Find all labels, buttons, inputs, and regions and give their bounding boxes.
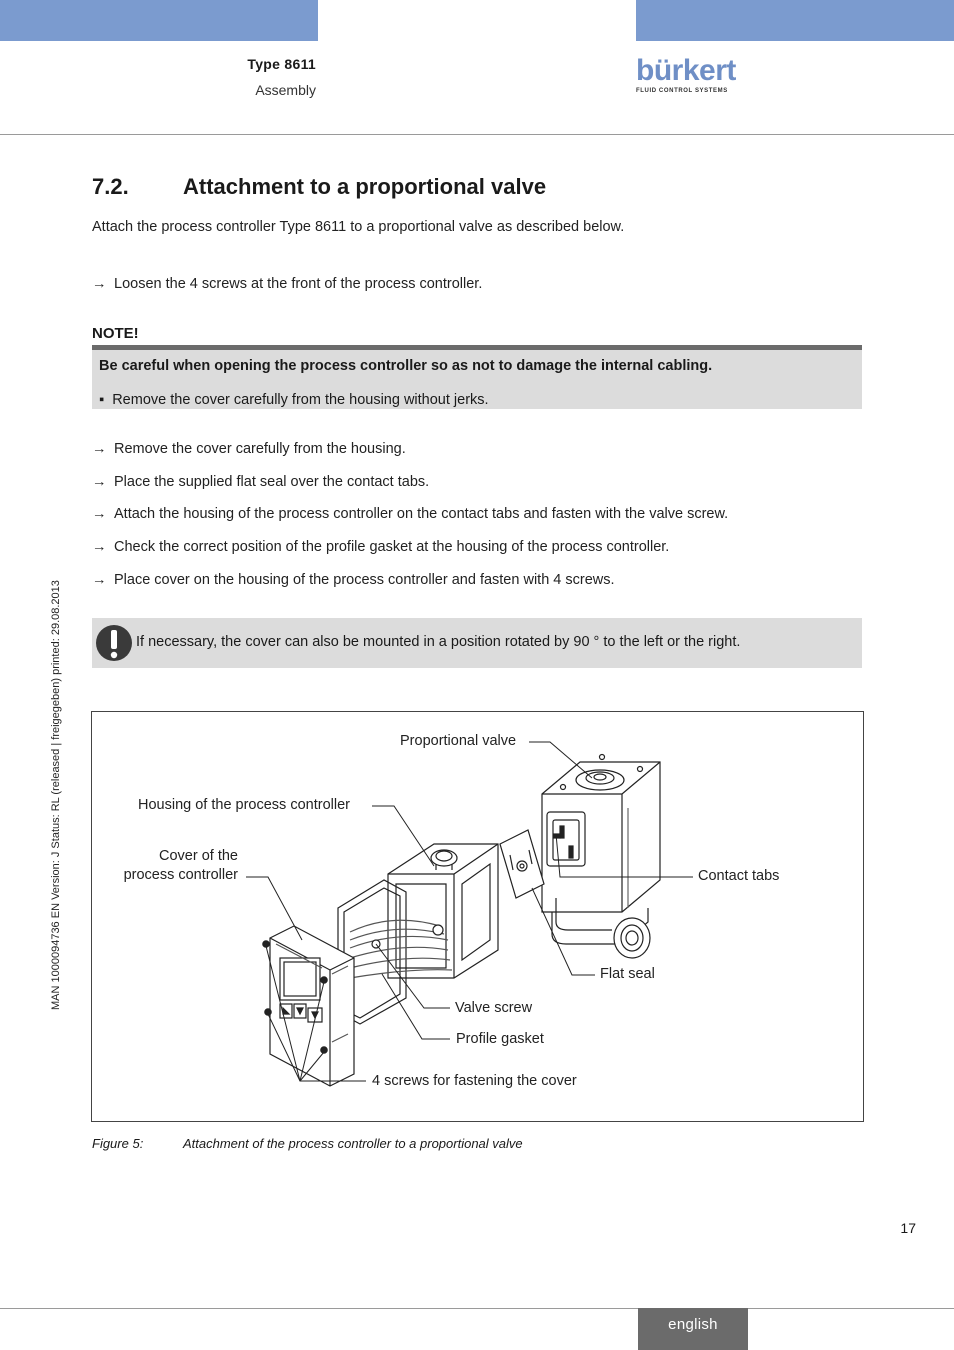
tip-box bbox=[92, 618, 862, 668]
document-meta-vertical: MAN 1000094736 EN Version: J Status: RL (released | freigegeben) printed: 29.08.2013 bbox=[50, 580, 62, 1010]
arrow-icon: → bbox=[92, 572, 107, 588]
arrow-icon: → bbox=[92, 474, 107, 490]
step-text: Check the correct position of the profile gasket at the housing of the process controller. bbox=[114, 539, 670, 555]
label-valve-screw: Valve screw bbox=[455, 1000, 533, 1016]
label-flat-seal: Flat seal bbox=[600, 966, 655, 982]
note-label: NOTE! bbox=[92, 325, 139, 342]
chapter-name: Assembly bbox=[255, 82, 316, 98]
figure-caption-number: Figure 5: bbox=[92, 1136, 144, 1151]
step-item bbox=[92, 474, 429, 490]
section-number: 7.2. bbox=[92, 174, 129, 199]
arrow-icon: → bbox=[92, 506, 107, 522]
step-text: Loosen the 4 screws at the front of the process controller. bbox=[114, 276, 483, 292]
label-screws: 4 screws for fastening the cover bbox=[372, 1073, 577, 1089]
label-cover-line2: process controller bbox=[123, 867, 238, 883]
label-proportional-valve: Proportional valve bbox=[400, 733, 517, 749]
header-bar-left bbox=[0, 0, 318, 41]
note-heading: Be careful when opening the process controller so as not to damage the internal cabling. bbox=[99, 358, 713, 374]
header-bar-right bbox=[636, 0, 954, 41]
label-profile-gasket: Profile gasket bbox=[456, 1031, 544, 1047]
step-item bbox=[92, 441, 406, 457]
note-bullet bbox=[99, 392, 489, 408]
step-text: Place the supplied flat seal over the contact tabs. bbox=[114, 474, 430, 490]
step-item bbox=[92, 572, 615, 588]
assembly-illustration bbox=[92, 712, 865, 1123]
label-contact-tabs: Contact tabs bbox=[698, 868, 780, 884]
logo-word: bürkert bbox=[636, 54, 736, 87]
label-cover-line1: Cover of the bbox=[159, 848, 238, 864]
document-type: Type 8611 bbox=[247, 56, 316, 72]
figure-frame bbox=[91, 711, 864, 1122]
language-tab: english bbox=[638, 1308, 748, 1350]
figure-caption-text: Attachment of the process controller to a proportional valve bbox=[183, 1136, 523, 1151]
step-item bbox=[92, 506, 728, 522]
note-bullet-text: Remove the cover carefully from the housing without jerks. bbox=[112, 392, 489, 408]
arrow-icon: → bbox=[92, 539, 107, 555]
arrow-icon: → bbox=[92, 276, 107, 292]
footer-divider bbox=[0, 1308, 954, 1309]
label-housing: Housing of the process controller bbox=[138, 797, 350, 813]
step-item bbox=[92, 539, 669, 555]
arrow-icon: → bbox=[92, 441, 107, 457]
step-text: Attach the housing of the process controller on the contact tabs and fasten with the valve screw. bbox=[114, 506, 729, 522]
step-item bbox=[92, 276, 482, 292]
page-number: 17 bbox=[900, 1220, 916, 1236]
header-divider bbox=[0, 134, 954, 135]
tip-text: If necessary, the cover can also be mounted in a position rotated by 90 ° to the left or the right. bbox=[136, 634, 741, 650]
section-title: Attachment to a proportional valve bbox=[183, 174, 547, 199]
step-text: Place cover on the housing of the process controller and fasten with 4 screws. bbox=[114, 572, 615, 588]
bullet-icon: ▪ bbox=[99, 392, 105, 408]
note-box bbox=[92, 345, 862, 409]
burkert-logo bbox=[636, 56, 736, 98]
intro-paragraph: Attach the process controller Type 8611 to a proportional valve as described below. bbox=[92, 219, 625, 235]
step-text: Remove the cover carefully from the housing. bbox=[114, 441, 406, 457]
logo-subtext: FLUID CONTROL SYSTEMS bbox=[636, 88, 728, 94]
exclamation-icon bbox=[95, 623, 133, 663]
